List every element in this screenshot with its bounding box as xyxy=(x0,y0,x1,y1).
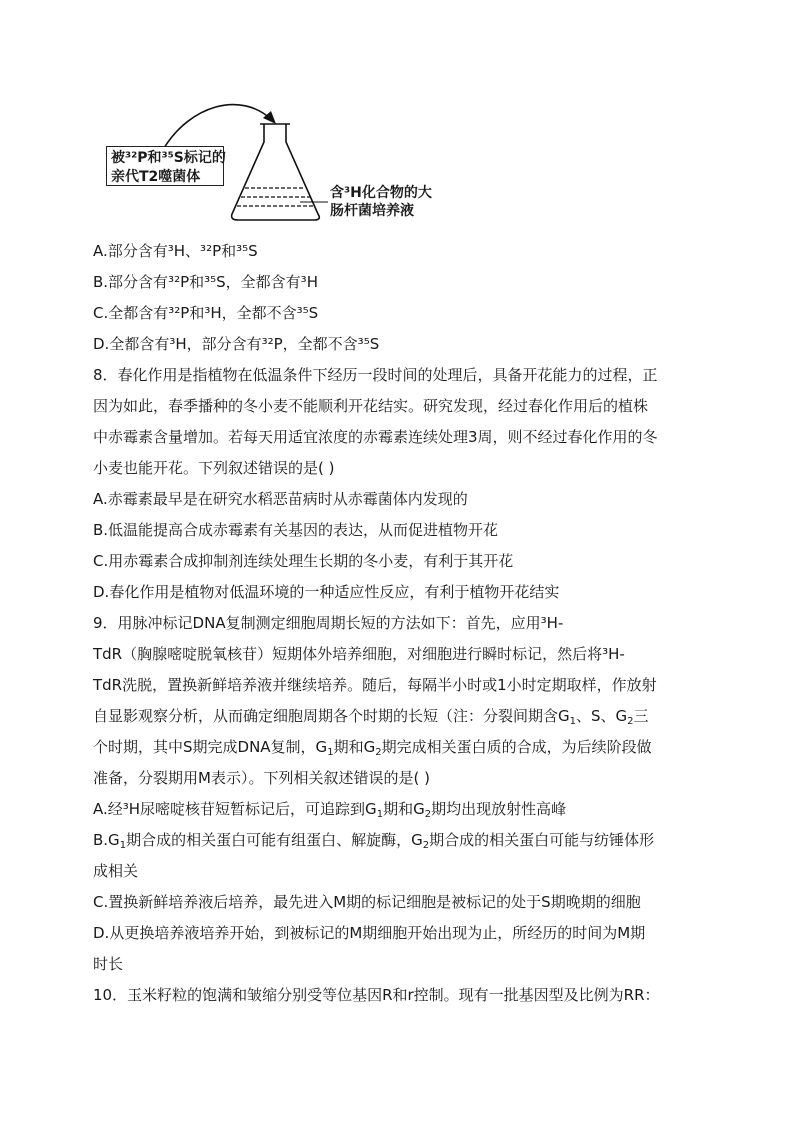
medium-label xyxy=(330,184,432,220)
q9-option-b-cont: 成相关 xyxy=(93,862,139,880)
q9-option-d-cont: 时长 xyxy=(93,955,124,973)
subscript: 1 xyxy=(119,840,127,851)
text-run: 三 xyxy=(633,707,649,725)
medium-label-line2: 肠杆菌培养液 xyxy=(330,203,414,219)
q8-option-c: C.用赤霉素合成抑制剂连续处理生长期的冬小麦，有利于其开花 xyxy=(93,552,514,570)
q8-stem-line: 8．春化作用是指植物在低温条件下经历一段时间的处理后，具备开花能力的过程，正 xyxy=(93,366,658,384)
q9-stem-line xyxy=(93,701,705,732)
experiment-figure xyxy=(100,96,460,228)
q7-option-d: D.全都含有³H，部分含有³²P，全都不含³⁵S xyxy=(93,335,380,353)
q9-stem-line xyxy=(93,732,705,763)
q8-stem-line: 中赤霉素含量增加。若每天用适宜浓度的赤霉素连续处理3周，则不经过春化作用的冬 xyxy=(93,428,658,446)
q8-stem-line: 小麦也能开花。下列叙述错误的是( ) xyxy=(93,459,335,477)
q7-option-b: B.部分含有³²P和³⁵S，全都含有³H xyxy=(93,273,318,291)
transfer-arrow xyxy=(164,105,272,148)
q9-option-a xyxy=(93,794,705,825)
text-run: 个时期，其中S期完成DNA复制，G xyxy=(93,738,328,756)
subscript: 2 xyxy=(375,747,382,758)
q9-option-c: C.置换新鲜培养液后培养，最先进入M期的标记细胞是被标记的处于S期晚期的细胞 xyxy=(93,893,641,911)
q8-stem-line: 因为如此，春季播种的冬小麦不能顺利开花结实。研究发现，经过春化作用后的植株 xyxy=(93,397,649,415)
q9-stem-line: TdR洗脱，置换新鲜培养液并继续培养。随后，每隔半小时或1小时定期取样，作放射 xyxy=(93,676,657,694)
text-run: A.经³H尿嘧啶核苷短暂标记后，可追踪到G xyxy=(93,800,377,818)
q7-option-a: A.部分含有³H、³²P和³⁵S xyxy=(93,242,258,260)
text-run: 期合成的相关蛋白可能有组蛋白、解旋酶，G xyxy=(126,831,423,849)
q8-option-a: A.赤霉素最早是在研究水稻恶苗病时从赤霉菌体内发现的 xyxy=(93,490,468,508)
subscript: 1 xyxy=(569,716,577,727)
q8-option-b: B.低温能提高合成赤霉素有关基因的表达，从而促进植物开花 xyxy=(93,521,499,539)
text-run: 期合成的相关蛋白可能与纺锤体形 xyxy=(429,831,655,849)
subscript: 1 xyxy=(376,809,384,820)
text-run: 期和G xyxy=(383,800,425,818)
text-run: 期完成相关蛋白质的合成，为后续阶段做 xyxy=(381,738,652,756)
text-run: 期和G xyxy=(333,738,376,756)
subscript: 2 xyxy=(627,716,634,727)
q9-stem-line: TdR（胸腺嘧啶脱氧核苷）短期体外培养细胞，对细胞进行瞬时标记，然后将³H- xyxy=(93,645,625,663)
subscript: 2 xyxy=(424,809,432,820)
q9-stem-line: 准备，分裂期用M表示）。下列相关叙述错误的是( ) xyxy=(93,769,430,787)
text-run: 、S、G xyxy=(576,707,628,725)
phage-label-box xyxy=(106,146,224,186)
phage-label-line2: 亲代T2噬菌体 xyxy=(111,169,201,185)
q10-stem-line: 10．玉米籽粒的饱满和皱缩分别受等位基因R和r控制。现有一批基因型及比例为RR： xyxy=(93,986,660,1004)
phage-label-line1: 被³²P和³⁵S标记的 xyxy=(111,150,226,166)
question-content xyxy=(93,236,705,1011)
q8-option-d: D.春化作用是植物对低温环境的一种适应性反应，有利于植物开花结实 xyxy=(93,583,560,601)
q7-option-c: C.全都含有³²P和³H，全都不含³⁵S xyxy=(93,304,319,322)
medium-label-line1: 含³H化合物的大 xyxy=(330,185,432,201)
q9-option-b xyxy=(93,825,705,856)
q9-stem-line: 9．用脉冲标记DNA复制测定细胞周期长短的方法如下：首先，应用³H- xyxy=(93,614,564,632)
text-run: 期均出现放射性高峰 xyxy=(431,800,567,818)
q9-option-d: D.从更换培养液培养开始，到被标记的M期细胞开始出现为止，所经历的时间为M期 xyxy=(93,924,646,942)
subscript: 2 xyxy=(422,840,430,851)
arrow-head xyxy=(263,111,276,124)
subscript: 1 xyxy=(327,747,334,758)
text-run: 自显影观察分析，从而确定细胞周期各个时期的长短（注：分裂间期含G xyxy=(93,707,570,725)
text-run: B.G xyxy=(93,831,120,849)
